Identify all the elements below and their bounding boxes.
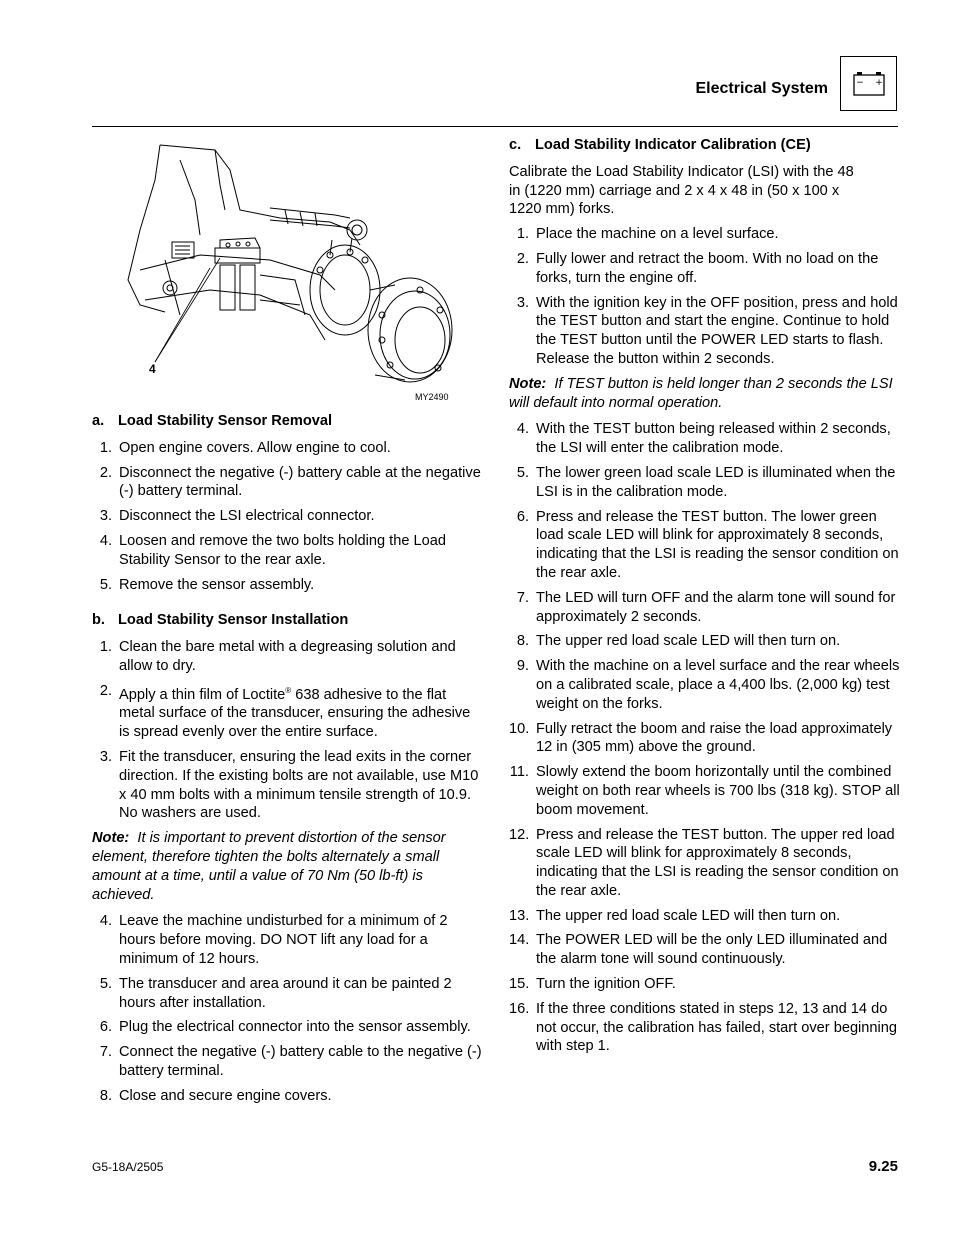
list-item: 8. The upper red load scale LED will then turn on. xyxy=(516,633,841,650)
left-column xyxy=(92,412,484,1112)
list-item: 10. Fully retract the boom and raise the load approximately 12 in (305 mm) above the ground. xyxy=(509,720,893,756)
list-item: 12. Press and release the TEST button. The upper red load scale LED will blink for approximately 8 seconds, indicating that the LSI is reading the sensor condition on the rear axle. xyxy=(509,826,899,899)
section-c-intro: Calibrate the Load Stability Indicator (LSI) with the 48 in (1220 mm) carriage and 2 x 4 x 48 in (50 x 100 x 1220 mm) forks. xyxy=(509,163,854,218)
list-item: 6. Plug the electrical connector into the sensor assembly. xyxy=(99,1019,471,1036)
figure-callout-4: 4 xyxy=(149,362,156,376)
list-item: 2. Fully lower and retract the boom. With no load on the forks, turn the engine off. xyxy=(516,250,879,286)
battery-icon xyxy=(840,56,897,111)
list-item: 3. Disconnect the LSI electrical connector. xyxy=(99,508,375,525)
list-item: 1. Clean the bare metal with a degreasing solution and allow to dry. xyxy=(99,639,456,674)
list-item: 7. The LED will turn OFF and the alarm tone will sound for approximately 2 seconds. xyxy=(516,589,896,625)
section-b-steps xyxy=(92,638,484,823)
list-item: 9. With the machine on a level surface and the rear wheels on a calibrated scale, place a 4,400 lbs. (2,000 kg) test weight on the forks. xyxy=(516,658,900,712)
figure-code: MY2490 xyxy=(415,392,449,402)
list-item: 8. Close and secure engine covers. xyxy=(99,1087,332,1104)
page-header-title: Electrical System xyxy=(695,80,828,97)
list-item: 16. If the three conditions stated in steps 12, 13 and 14 do not occur, the calibration has failed, start over beginning with step 1. xyxy=(509,1000,898,1055)
list-item: 3. With the ignition key in the OFF position, press and hold the TEST button and start the engine. Continue to hold the TEST button until the POWER LED starts to flash. Release the button within 2 seconds. xyxy=(516,294,898,367)
section-c-heading: c. Load Stability Indicator Calibration (CE) xyxy=(509,137,811,153)
list-item: 1. Place the machine on a level surface. xyxy=(516,226,779,243)
list-item: 5. The lower green load scale LED is illuminated when the LSI is in the calibration mode. xyxy=(516,464,896,500)
list-item: 7. Connect the negative (-) battery cable to the negative (-) battery terminal. xyxy=(99,1044,482,1079)
right-column xyxy=(509,136,901,1062)
section-b-note: Note: It is important to prevent distortion of the sensor element, therefore tighten the bolts alternately a small amount at a time, until a value of 70 Nm (50 lb-ft) is achieved. xyxy=(92,830,446,903)
svg-text:−: − xyxy=(856,78,864,88)
section-a-steps xyxy=(92,439,484,595)
list-item: 2. Disconnect the negative (-) battery cable at the negative (-) battery terminal. xyxy=(99,464,481,500)
list-item: 5. The transducer and area around it can be painted 2 hours after installation. xyxy=(99,975,452,1011)
axle-sensor-illustration xyxy=(120,140,465,405)
section-c-steps xyxy=(509,225,901,369)
list-item: 3. Fit the transducer, ensuring the lead exits in the corner direction. If the existing bolts are not available, use M10 x 40 mm bolts with a minimum tensile strength of 10.9. No washers are used. xyxy=(99,749,479,822)
list-item: 6. Press and release the TEST button. The lower green load scale LED will blink for approximately 8 seconds, indicating that the LSI is reading the sensor condition on the rear axle. xyxy=(516,508,899,581)
list-item: 1. Open engine covers. Allow engine to cool. xyxy=(99,439,391,456)
list-item: 2. Apply a thin film of Loctite® 638 adhesive to the flat metal surface of the transducer, ensuring the adhesive is spread evenly over the entire surface. xyxy=(99,682,471,741)
list-item: 15. Turn the ignition OFF. xyxy=(509,976,676,993)
list-item: 4. With the TEST button being released within 2 seconds, the LSI will enter the calibration mode. xyxy=(516,421,891,457)
section-b-steps-continued xyxy=(92,912,484,1105)
section-c-steps-continued xyxy=(509,420,901,1056)
list-item: 4. Loosen and remove the two bolts holding the Load Stability Sensor to the rear axle. xyxy=(99,532,446,568)
list-item: 13. The upper red load scale LED will then turn on. xyxy=(509,907,841,924)
list-item: 5. Remove the sensor assembly. xyxy=(99,576,315,593)
footer-page-number: 9.25 xyxy=(868,1158,898,1175)
svg-text:+: + xyxy=(875,78,883,88)
section-a-heading: a. Load Stability Sensor Removal xyxy=(92,413,333,429)
section-c-note: Note: If TEST button is held longer than 2 seconds the LSI will default into normal operation. xyxy=(509,375,893,411)
list-item: 14. The POWER LED will be the only LED illuminated and the alarm tone will sound continuously. xyxy=(509,932,888,968)
list-item: 4. Leave the machine undisturbed for a minimum of 2 hours before moving. DO NOT lift any load for a minimum of 12 hours. xyxy=(99,913,448,967)
header-divider xyxy=(92,126,898,127)
list-item: 11. Slowly extend the boom horizontally until the combined weight on both rear wheels is 700 lbs (318 kg). STOP all boom movement. xyxy=(509,764,900,818)
section-b-heading: b. Load Stability Sensor Installation xyxy=(92,612,349,629)
footer-doc-code: G5-18A/2505 xyxy=(92,1160,164,1174)
